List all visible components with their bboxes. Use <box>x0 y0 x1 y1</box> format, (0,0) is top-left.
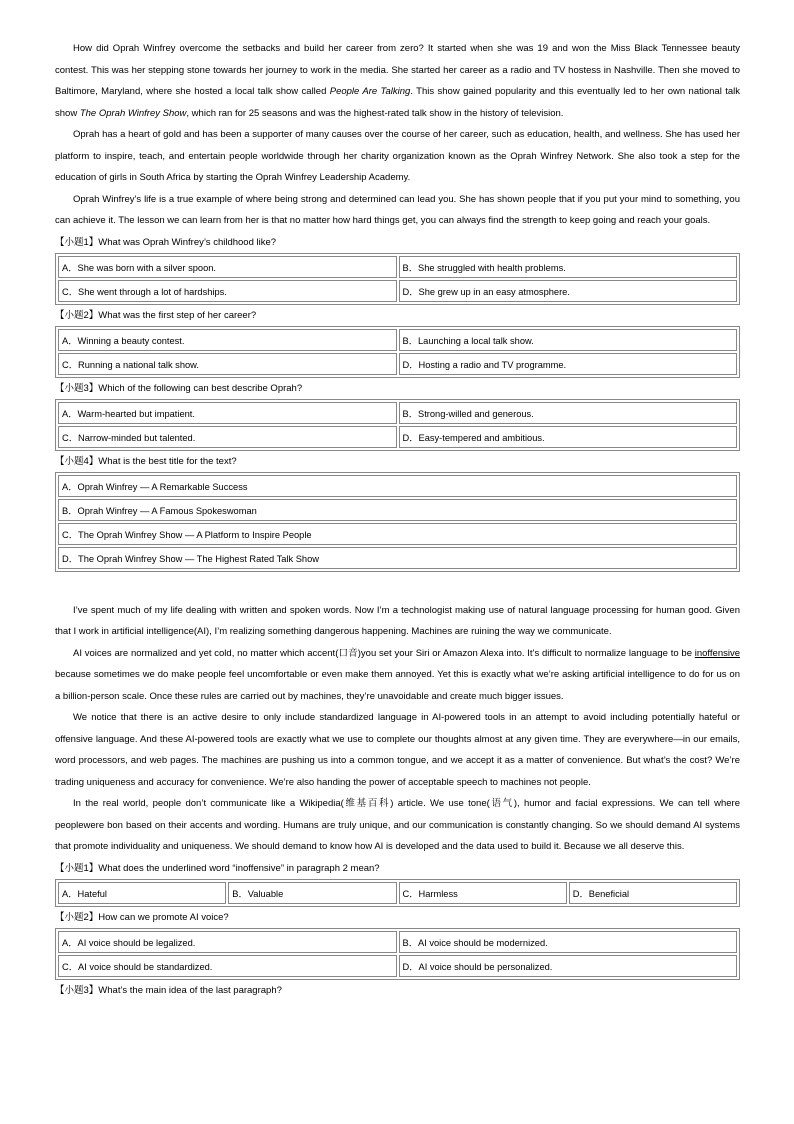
italic-title: The Oprah Winfrey Show <box>79 107 187 119</box>
option-c[interactable]: C．Harmless <box>399 882 567 904</box>
question-stem: 【小题1】What does the underlined word “inoffensive” in paragraph 2 mean? <box>55 862 380 874</box>
question-stem: 【小题1】What was Oprah Winfrey’s childhood like? <box>55 236 277 248</box>
passage1-paragraph-1: How did Oprah Winfrey overcome the setbacks and build her career from zero? It started when she was 19 and won the Miss Black Tennessee beauty contest. This was her stepping stone towards her journey to work in the media. She started her career as a radio and TV hostess in Nashville. Then she moved to Baltimore, Maryland, where she hosted a local talk show called People Are Talking. This show gained popularity and this eventually led to her own national talk show The Oprah Winfrey Show, which ran for 25 seasons and was the highest-rated talk show in the history of television. <box>55 43 740 119</box>
option-d[interactable]: D．The Oprah Winfrey Show — The Highest Rated Talk Show <box>58 547 737 569</box>
option-a[interactable]: A．Hateful <box>58 882 226 904</box>
option-b[interactable]: B．Strong-willed and generous. <box>399 402 738 424</box>
options-table <box>55 879 740 907</box>
option-c[interactable]: C．The Oprah Winfrey Show — A Platform to Inspire People <box>58 523 737 545</box>
question-stem: 【小题3】What’s the main idea of the last paragraph? <box>55 984 282 996</box>
passage2-paragraph-3: We notice that there is an active desire to only include standardized language in AI-powered tools in an attempt to avoid including potentially hateful or offensive language. And these AI-powered tools are exactly what we use to complete our thoughts almost at any given time. They are everywhere—in our emails, word processors, and web pages. The machines are pushing us into a common tongue, and we accept it as a matter of convenience. But what’s the cost? We’re trading uniqueness and accuracy for convenience. We’re also handing the power of acceptable speech to machines not people. <box>55 712 740 788</box>
option-a[interactable]: A．Winning a beauty contest. <box>58 329 397 351</box>
options-table <box>55 399 740 451</box>
option-d[interactable]: D．Beneficial <box>569 882 737 904</box>
option-b[interactable]: B．Valuable <box>228 882 396 904</box>
option-d[interactable]: D．Easy-tempered and ambitious. <box>399 426 738 448</box>
option-b[interactable]: B．Oprah Winfrey — A Famous Spokeswoman <box>58 499 737 521</box>
options-table <box>55 326 740 378</box>
options-table <box>55 253 740 305</box>
options-table <box>55 472 740 572</box>
italic-title: People Are Talking <box>329 86 411 97</box>
underlined-word: inoffensive <box>694 647 740 659</box>
option-a[interactable]: A．Warm-hearted but impatient. <box>58 402 397 424</box>
question-stem: 【小题2】How can we promote AI voice? <box>55 911 229 923</box>
passage1-paragraph-3: Oprah Winfrey’s life is a true example of where being strong and determined can lead you. She has shown people that if you put your mind to something, you can achieve it. The lesson we can learn from her is that no matter how hard things get, you can always find the strength to keep going and reach your goals. <box>55 193 740 226</box>
question-stem: 【小题2】What was the first step of her career? <box>55 309 257 321</box>
passage2-paragraph-4: In the real world, people don’t communicate like a Wikipedia(维基百科) article. We use tone(语气), humor and facial expressions. We can tell where peoplewere bon based on their accents and wording. Humans are truly unique, and our communication is constantly changing. So we should demand AI systems that promote individuality and uniqueness. We should demand to know how AI is developed and the data used to build it. Because we all deserve this. <box>55 798 740 852</box>
option-d[interactable]: D．She grew up in an easy atmosphere. <box>399 280 738 302</box>
document-page <box>55 38 740 1001</box>
option-b[interactable]: B．AI voice should be modernized. <box>399 931 738 953</box>
option-a[interactable]: A．AI voice should be legalized. <box>58 931 397 953</box>
option-a[interactable]: A．Oprah Winfrey — A Remarkable Success <box>58 475 737 497</box>
option-c[interactable]: C．AI voice should be standardized. <box>58 955 397 977</box>
question-stem: 【小题3】Which of the following can best describe Oprah? <box>55 382 303 394</box>
option-d[interactable]: D．Hosting a radio and TV programme. <box>399 353 738 375</box>
option-b[interactable]: B．Launching a local talk show. <box>399 329 738 351</box>
option-a[interactable]: A．She was born with a silver spoon. <box>58 256 397 278</box>
options-table <box>55 928 740 980</box>
option-c[interactable]: C．Narrow-minded but talented. <box>58 426 397 448</box>
option-d[interactable]: D．AI voice should be personalized. <box>399 955 738 977</box>
option-c[interactable]: C．She went through a lot of hardships. <box>58 280 397 302</box>
passage1-paragraph-2: Oprah has a heart of gold and has been a supporter of many causes over the course of her career, such as education, health, and wellness. She has used her platform to inspire, teach, and entertain people worldwide through her charity organization known as the Oprah Winfrey Network. She also took a step for the education of girls in South Africa by starting the Oprah Winfrey Leadership Academy. <box>55 129 740 183</box>
option-b[interactable]: B．She struggled with health problems. <box>399 256 738 278</box>
passage2-paragraph-2: AI voices are normalized and yet cold, no matter which accent(口音)you set your Siri or Amazon Alexa into. It’s difficult to normalize language to be inoffensive because sometimes we do make people feel uncomfortable or even make them annoyed. Yet this is exactly what we’re asking artificial intelligence to do for us on a billion-person scale. Once these rules are carried out by machines, they’re unavoidable and create much bigger issues. <box>55 647 740 702</box>
option-c[interactable]: C．Running a national talk show. <box>58 353 397 375</box>
question-stem: 【小题4】What is the best title for the text? <box>55 455 237 467</box>
passage2-paragraph-1: I’ve spent much of my life dealing with written and spoken words. Now I’m a technologist making use of natural language processing for human good. Given that I work in artificial intelligence(AI), I’m realizing something dangerous happening. Machines are ruining the way we communicate. <box>55 604 740 637</box>
section-gap <box>55 572 740 600</box>
